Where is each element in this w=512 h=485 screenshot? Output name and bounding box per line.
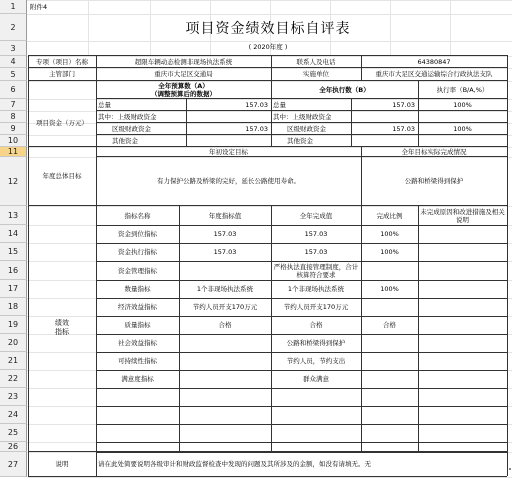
budget-b-value[interactable]: 157.03 [392, 125, 415, 133]
budget-a-title: 全年预算数（A） [158, 82, 209, 90]
table-border [96, 243, 507, 244]
ind-header-done: 全年完成值 [299, 211, 333, 220]
indicator-ratio[interactable] [361, 424, 418, 442]
indicator-done[interactable] [271, 424, 361, 442]
indicator-ratio[interactable] [361, 388, 418, 406]
year-label: ( 2020年度 ) [248, 43, 288, 51]
row-header[interactable]: 22 [0, 370, 27, 388]
table-border [96, 225, 507, 226]
indicator-ratio[interactable]: 合格 [383, 321, 396, 329]
budget-a-subtitle: （调整预算后的数据） [151, 90, 216, 98]
indicator-ratio[interactable]: 100% [380, 230, 399, 238]
budget-b-row-label: 其中：上级财政资金 [273, 113, 332, 121]
indicator-note[interactable] [418, 243, 507, 261]
table-border [418, 205, 419, 451]
cursor-marker [509, 468, 511, 470]
table-border [96, 205, 97, 451]
budget-b-row-label: 区级财政资金 [287, 125, 326, 133]
table-border [28, 55, 29, 476]
indicator-ratio[interactable] [361, 261, 418, 280]
dept-value[interactable]: 重庆市大足区交通局 [154, 70, 213, 78]
table-border [271, 55, 272, 80]
row-header[interactable]: 9 [0, 123, 27, 135]
indicator-done[interactable] [271, 388, 361, 406]
table-border [96, 424, 507, 425]
row-header[interactable]: 6 [0, 81, 27, 99]
row-header[interactable]: 20 [0, 334, 27, 352]
indicator-done[interactable]: 严格执法直接管理制度，合计核算符合要求 [273, 262, 359, 279]
table-border [361, 146, 362, 206]
table-border [96, 134, 507, 135]
actual-goal-text[interactable]: 公路和桥梁得到保护 [404, 177, 464, 185]
ind-header-note: 未完成原因和改进措施及相关说明 [420, 207, 505, 224]
row-header[interactable]: 16 [0, 261, 27, 280]
indicator-ratio[interactable] [361, 352, 418, 370]
indicator-done[interactable]: 1个非现场执法系统 [287, 285, 345, 293]
budget-b-value[interactable]: 157.03 [392, 101, 415, 109]
table-border [28, 55, 507, 56]
indicator-note[interactable] [418, 370, 507, 388]
ind-header-ratio: 完成比例 [376, 211, 403, 220]
row-header[interactable]: 2 [0, 14, 27, 41]
execution-rate[interactable]: 100% [453, 101, 472, 109]
budget-b-row-label: 其他资金 [287, 137, 313, 145]
table-border [96, 98, 507, 99]
overall-goal-label: 年度总体目标 [42, 172, 82, 180]
table-border [96, 156, 507, 157]
row-header[interactable]: 5 [0, 68, 27, 81]
actual-goal-header: 全年目标实际完成情况 [401, 148, 467, 156]
dept-label: 主管部门 [49, 70, 75, 78]
budget-a-row-label: 区级财政资金 [112, 125, 151, 133]
project-name-value[interactable]: 超限车辆动态检测非现场执法系统 [134, 58, 233, 66]
indicator-note[interactable] [418, 388, 507, 406]
table-border [507, 55, 508, 476]
table-border [96, 261, 507, 262]
table-border [179, 205, 180, 451]
table-border [96, 406, 507, 407]
contact-value[interactable]: 64380847 [417, 58, 451, 66]
table-border [96, 110, 507, 111]
indicator-done[interactable]: 157.03 [304, 230, 328, 238]
table-border [418, 80, 419, 147]
row-header[interactable]: 4 [0, 56, 27, 68]
row-header[interactable]: 1 [0, 0, 27, 14]
indicator-ratio[interactable] [361, 406, 418, 424]
row-header[interactable]: 24 [0, 406, 27, 424]
row-header[interactable]: 8 [0, 111, 27, 123]
row-header[interactable]: 21 [0, 352, 27, 370]
row-header[interactable]: 19 [0, 316, 27, 334]
note-text[interactable]: 请在此处简要说明各级审计和财政监督检查中发现的问题及其所涉及的金额，如没有请填无。无 [98, 460, 371, 468]
budget-a-value[interactable]: 157.03 [245, 125, 268, 133]
indicator-target[interactable]: 节约人员开支170万元 [192, 303, 258, 311]
indicator-done[interactable]: 群众满意 [303, 375, 329, 383]
indicator-name[interactable]: 社会效益指标 [118, 339, 157, 347]
indicator-note[interactable] [418, 316, 507, 334]
indicator-ratio[interactable]: 100% [380, 248, 399, 256]
table-border [28, 451, 507, 452]
indicator-name[interactable]: 满意度指标 [121, 375, 154, 383]
execution-rate[interactable]: 100% [453, 125, 472, 133]
table-border [96, 451, 97, 476]
budget-b-row-label: 总量 [273, 101, 286, 109]
table-border [96, 452, 507, 453]
table-border [96, 334, 507, 335]
indicator-ratio[interactable] [361, 298, 418, 316]
indicator-name[interactable]: 资金管理指标 [118, 266, 157, 275]
table-border [28, 146, 507, 147]
attachment-label: 附件4 [30, 3, 48, 11]
indicator-done[interactable]: 公路和桥梁得到保护 [286, 339, 346, 347]
indicator-note[interactable] [418, 261, 507, 280]
row-header[interactable]: 10 [0, 135, 27, 147]
row-header[interactable]: 26 [0, 442, 27, 452]
indicator-name[interactable] [96, 388, 179, 406]
indicator-name[interactable]: 经济效益指标 [118, 303, 157, 311]
indicator-note[interactable] [418, 406, 507, 424]
indicator-done[interactable]: 合格 [309, 321, 323, 329]
unit-value[interactable]: 重庆市大足区交通运输综合行政执法支队 [375, 70, 493, 78]
table-border [351, 98, 352, 147]
unit-label: 实施单位 [303, 70, 329, 78]
indicator-target[interactable]: 157.03 [213, 248, 237, 256]
indicator-target[interactable]: 157.03 [213, 230, 237, 238]
row-header[interactable]: 14 [0, 225, 27, 243]
indicator-done[interactable]: 节约人员开支170万元 [283, 303, 349, 311]
indicator-ratio[interactable]: 100% [380, 285, 399, 293]
indicator-note[interactable] [418, 352, 507, 370]
indicator-target[interactable]: 1个非现场执法系统 [196, 285, 254, 293]
indicator-name[interactable]: 质量指标 [124, 321, 151, 329]
set-goal-header: 年初设定目标 [209, 148, 248, 156]
grid-line [27, 477, 512, 478]
ind-header-name: 指标名称 [124, 211, 151, 220]
table-border [96, 352, 507, 353]
indicator-note[interactable] [418, 334, 507, 352]
set-goal-text[interactable]: 有力保护公路及桥梁的完好，延长公路使用寿命。 [157, 177, 300, 185]
indicator-name[interactable]: 数量指标 [124, 285, 151, 293]
indicator-name[interactable]: 资金执行指标 [118, 248, 157, 256]
indicator-target[interactable]: 合格 [218, 321, 232, 329]
contact-label: 联系人及电话 [296, 58, 336, 66]
row-header[interactable]: 7 [0, 99, 27, 111]
indicator-ratio[interactable] [361, 370, 418, 388]
indicator-target[interactable] [179, 334, 271, 352]
table-border [96, 316, 507, 317]
table-border [361, 55, 362, 80]
table-border [96, 442, 507, 443]
row-header[interactable]: 17 [0, 280, 27, 298]
indicator-name[interactable] [96, 424, 179, 442]
budget-a-value[interactable]: 157.03 [245, 101, 268, 109]
row-header[interactable]: 27 [0, 452, 27, 477]
table-border [96, 80, 97, 147]
indicator-target[interactable] [179, 352, 271, 370]
indicator-note[interactable] [418, 424, 507, 442]
table-border [28, 80, 507, 81]
table-border [361, 205, 362, 451]
table-border [96, 55, 97, 80]
project-name-label: 专项（项目）名称 [36, 58, 88, 66]
indicator-ratio[interactable] [361, 334, 418, 352]
table-border [96, 388, 507, 389]
row-header[interactable]: 23 [0, 388, 27, 406]
rate-header: 执行率（B/A,%） [436, 86, 489, 94]
budget-a-row-label: 其他资金 [112, 137, 138, 145]
row-header[interactable]: 11 [0, 147, 27, 157]
indicator-note[interactable] [418, 280, 507, 298]
indicator-target[interactable] [179, 370, 271, 388]
fund-label: 项目资金（万元） [36, 118, 88, 127]
table-border [96, 370, 507, 371]
indicator-note[interactable] [418, 225, 507, 243]
budget-a-row-label: 总量 [98, 101, 111, 109]
indicator-name[interactable]: 资金到位指标 [118, 230, 157, 238]
performance-indicator-label: 绩效指标 [55, 319, 69, 336]
row-header[interactable]: 13 [0, 206, 27, 225]
row-header[interactable]: 3 [0, 41, 27, 56]
indicator-done[interactable]: 157.03 [304, 248, 328, 256]
indicator-done[interactable] [271, 406, 361, 424]
indicator-note[interactable] [418, 298, 507, 316]
indicator-target[interactable] [179, 406, 271, 424]
table-border [96, 122, 507, 123]
budget-a-row-label: 其中：上级财政资金 [98, 113, 157, 121]
indicator-done[interactable]: 节约人员，节约支出 [286, 357, 346, 365]
table-border [271, 205, 272, 451]
ind-header-target: 年度指标值 [208, 211, 242, 220]
indicator-target[interactable] [179, 261, 271, 280]
indicator-name[interactable] [96, 406, 179, 424]
budget-a-header [96, 81, 271, 99]
row-header[interactable]: 15 [0, 243, 27, 261]
table-border [28, 205, 507, 206]
table-border [28, 476, 507, 477]
note-label: 说明 [55, 460, 69, 468]
table-border [186, 98, 187, 147]
row-header[interactable]: 25 [0, 424, 27, 442]
indicator-name[interactable]: 可持续性指标 [118, 357, 157, 365]
row-header[interactable]: 18 [0, 298, 27, 316]
table-border [96, 298, 507, 299]
indicator-target[interactable] [179, 424, 271, 442]
row-header[interactable]: 12 [0, 157, 27, 206]
indicator-target[interactable] [179, 388, 271, 406]
table-border [28, 67, 507, 68]
table-border [96, 280, 507, 281]
page-title: 项目资金绩效目标自评表 [185, 20, 351, 37]
table-border [271, 80, 272, 147]
table-border [96, 146, 97, 206]
budget-b-header: 全年执行数（B） [319, 86, 370, 94]
